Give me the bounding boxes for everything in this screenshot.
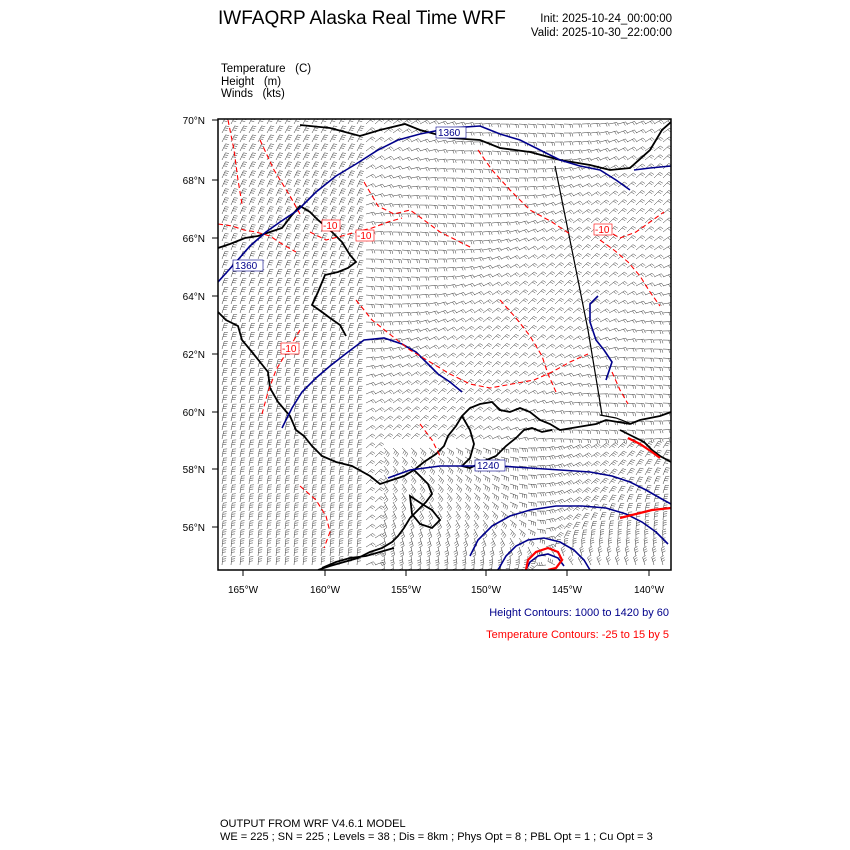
init-time: Init: 2025-10-24_00:00:00 — [540, 13, 672, 25]
field-height: Height (m) — [221, 75, 282, 88]
lat-label-62: 62°N — [182, 350, 205, 361]
canada-border — [555, 166, 602, 415]
field-temperature: Temperature (C) — [221, 63, 312, 75]
height-label-1360-north: 1360 — [438, 128, 461, 139]
temperature-contour-labels — [281, 220, 612, 355]
lon-label-145: 145°W — [551, 585, 583, 596]
latitude-axis — [183, 116, 218, 534]
lat-label-68: 68°N — [182, 176, 205, 187]
map-title: IWFAQRP Alaska Real Time WRF — [218, 8, 506, 29]
model-footer — [220, 818, 653, 843]
height-contour-legend: Height Contours: 1000 to 1420 by 60 — [489, 607, 669, 619]
temp-label-c: -10 — [595, 225, 610, 236]
temperature-contour-legend: Temperature Contours: -25 to 15 by 5 — [486, 629, 669, 641]
valid-time: Valid: 2025-10-30_22:00:00 — [530, 27, 672, 39]
lon-label-165: 165°W — [227, 585, 259, 596]
lon-label-155: 155°W — [390, 585, 422, 596]
north-slope-coast — [300, 122, 671, 170]
footer-config: WE = 225 ; SN = 225 ; Levels = 38 ; Dis = 8km ; Phys Opt = 8 ; PBL Opt = 1 ; Cu Opt = 3 — [220, 830, 653, 843]
lon-label-140: 140°W — [633, 585, 665, 596]
lon-label-160: 160°W — [309, 585, 341, 596]
lat-label-58: 58°N — [182, 465, 205, 476]
lat-label-64: 64°N — [182, 292, 205, 303]
lon-label-150: 150°W — [470, 585, 502, 596]
field-winds: Winds (kts) — [221, 88, 285, 100]
height-label-1360-west: 1360 — [235, 261, 258, 272]
se-alaska-coast — [620, 430, 671, 462]
temp-label-a: -10 — [323, 221, 338, 232]
temp-label-d: -10 — [282, 344, 297, 355]
longitude-axis — [228, 570, 665, 596]
yukon-border — [600, 415, 632, 424]
height-label-1240: 1240 — [477, 461, 500, 472]
footer-model: OUTPUT FROM WRF V4.6.1 MODEL — [220, 818, 406, 830]
lat-label-56: 56°N — [182, 523, 205, 534]
temp-label-b: -10 — [357, 231, 372, 242]
lat-label-66: 66°N — [182, 234, 205, 245]
lat-label-60: 60°N — [182, 408, 205, 419]
lat-label-70: 70°N — [182, 116, 205, 127]
